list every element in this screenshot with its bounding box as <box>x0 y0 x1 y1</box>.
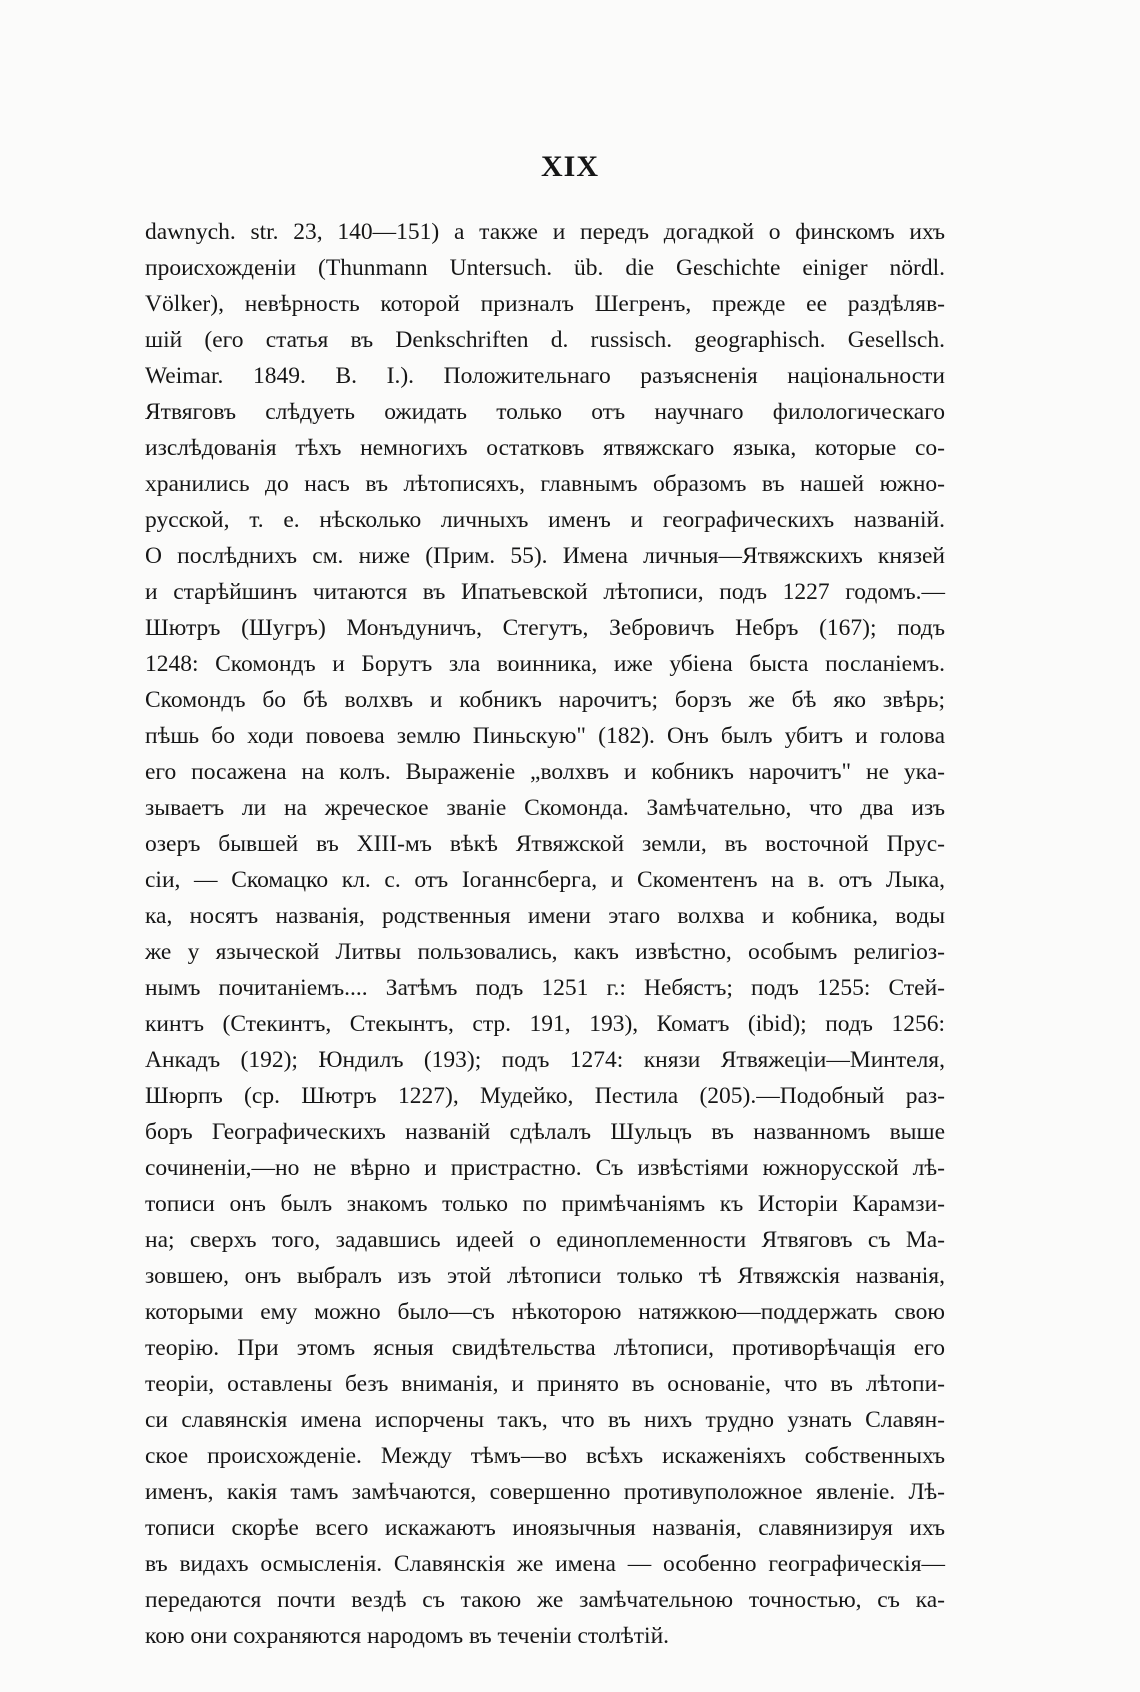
text-line: которыми ему можно было—съ нѣкоторою натяжкою—поддержать свою <box>145 1299 945 1325</box>
text-line: на; сверхъ того, задавшись идеей о единоплеменности Ятвяговъ съ Ма- <box>145 1227 945 1253</box>
body-text <box>145 214 945 1654</box>
text-line: сочиненіи,—но не вѣрно и пристрастно. Съ извѣстіями южнорусской лѣ- <box>145 1155 945 1181</box>
text-line: его посажена на колъ. Выраженіе „волхвъ и кобникъ нарочитъ" не ука- <box>145 759 945 785</box>
text-line: въ видахъ осмысленія. Славянскія же имена — особенно географическія— <box>145 1551 945 1577</box>
text-line: шій (его статья въ Denkschriften d. russisch. geographisch. Gesellsch. <box>145 327 945 353</box>
text-line: происхожденіи (Thunmann Untersuch. üb. die Geschichte einiger nördl. <box>145 255 945 281</box>
text-line: ское происхожденіе. Между тѣмъ—во всѣхъ искаженіяхъ собственныхъ <box>145 1443 945 1469</box>
text-line: кинтъ (Стекинтъ, Стекынтъ, стр. 191, 193), Коматъ (ibid); подъ 1256: <box>145 1011 945 1037</box>
text-line: Анкадъ (192); Юндилъ (193); подъ 1274: князи Ятвяжецiи—Минтеля, <box>145 1047 945 1073</box>
text-line: ка, носятъ названія, родственныя имени этаго волхва и кобника, воды <box>145 903 945 929</box>
text-line: передаются почти вездѣ съ такою же замѣчательною точностью, съ ка- <box>145 1587 945 1613</box>
text-line: 1248: Скомондъ и Борутъ зла воинника, иже убіена быста посланіемъ. <box>145 651 945 677</box>
text-line: си славянскія имена испорчены такъ, что въ нихъ трудно узнать Славян- <box>145 1407 945 1433</box>
text-line: озеръ бывшей въ XIII-мъ вѣкѣ Ятвяжской земли, въ восточной Прус- <box>145 831 945 857</box>
text-line: Völker), невѣрность которой призналъ Шегренъ, прежде ее раздѣляв- <box>145 291 945 317</box>
text-line: пѣшь бо ходи повоева землю Пиньскую" (182). Онъ былъ убитъ и голова <box>145 723 945 749</box>
text-line: изслѣдованія тѣхъ немногихъ остатковъ ятвяжскаго языка, которые со- <box>145 435 945 461</box>
text-line: тописи онъ былъ знакомъ только по примѣчаніямъ къ Исторіи Карамзи- <box>145 1191 945 1217</box>
text-line: зовшею, онъ выбралъ изъ этой лѣтописи только тѣ Ятвяжскія названія, <box>145 1263 945 1289</box>
text-line: русской, т. е. нѣсколько личныхъ именъ и географическихъ названій. <box>145 507 945 533</box>
text-line: dawnych. str. 23, 140—151) а также и передъ догадкой о финскомъ ихъ <box>145 219 945 245</box>
text-line: тописи скорѣе всего искажаютъ иноязычныя названія, славянизируя ихъ <box>145 1515 945 1541</box>
text-line: боръ Географическихъ названій сдѣлалъ Шульцъ въ названномъ выше <box>145 1119 945 1145</box>
text-line: же у языческой Литвы пользовались, какъ извѣстно, особымъ религіоз- <box>145 939 945 965</box>
page-number: XIX <box>540 150 599 183</box>
text-line: Weimar. 1849. B. I.). Положительнаго разъясненія національности <box>145 363 945 389</box>
text-line: именъ, какія тамъ замѣчаются, совершенно противуположное явленіе. Лѣ- <box>145 1479 945 1505</box>
text-line: и старѣйшинъ читаются въ Ипатьевской лѣтописи, подъ 1227 годомъ.— <box>145 579 945 605</box>
text-line: О послѣднихъ см. ниже (Прим. 55). Имена личныя—Ятвяжскихъ князей <box>145 543 945 569</box>
text-line: хранились до насъ въ лѣтописяхъ, главнымъ образомъ въ нашей южно- <box>145 471 945 497</box>
text-line: теоріи, оставлены безъ вниманія, и принято въ основаніе, что въ лѣтопи- <box>145 1371 945 1397</box>
text-line: Ятвяговъ слѣдуеть ожидать только отъ научнаго филологическаго <box>145 399 945 425</box>
text-line: Шютръ (Шугръ) Монъдуничъ, Стегутъ, Зебровичъ Небръ (167); подъ <box>145 615 945 641</box>
text-line: Скомондъ бо бѣ волхвъ и кобникъ нарочитъ; борзъ же бѣ яко звѣрь; <box>145 687 945 713</box>
text-line: теорію. При этомъ ясныя свидѣтельства лѣтописи, противорѣчащія его <box>145 1335 945 1361</box>
text-line: сіи, — Скомацко кл. с. отъ Іоганнсберга, и Скоментенъ на в. отъ Лыка, <box>145 867 945 893</box>
text-line: нымъ почитаніемъ.... Затѣмъ подъ 1251 г.: Небястъ; подъ 1255: Стей- <box>145 975 945 1001</box>
text-line: кою они сохраняются народомъ въ теченіи столѣтій. <box>145 1623 670 1649</box>
text-line: Шюрпъ (ср. Шютръ 1227), Мудейко, Пестила (205).—Подобный раз- <box>145 1083 945 1109</box>
text-line: зываетъ ли на жреческое званіе Скомонда. Замѣчательно, что два изъ <box>145 795 945 821</box>
